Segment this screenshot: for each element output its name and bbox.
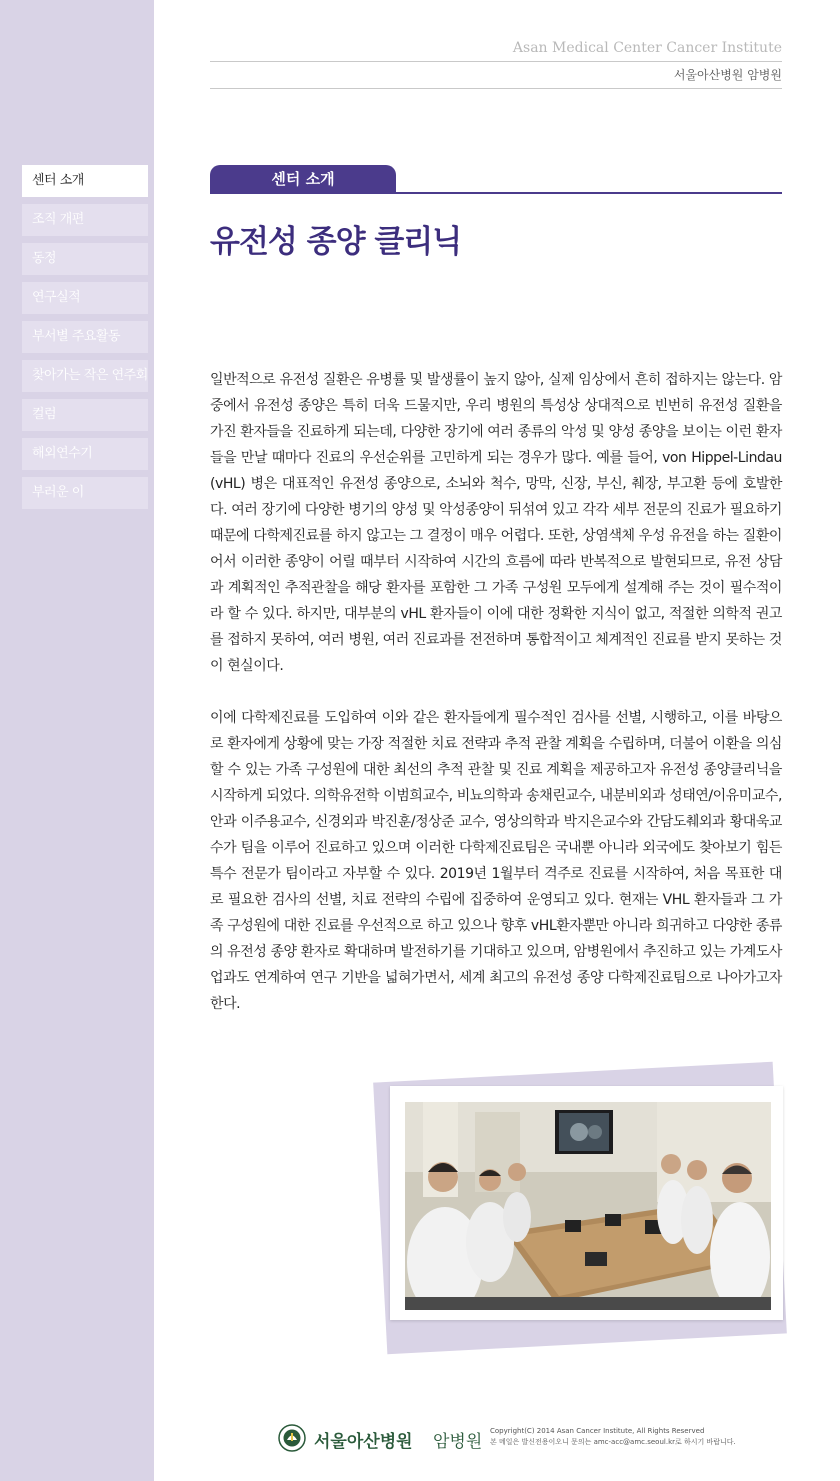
sidebar-item-reorganization[interactable] xyxy=(22,204,148,236)
sidebar-item-label: 컬럼 xyxy=(32,407,57,422)
sidebar-item-small-concert[interactable] xyxy=(22,360,148,392)
sidebar-item-label: 해외연수기 xyxy=(32,446,93,461)
page-title: 유전성 종양 클리닉 xyxy=(210,224,462,260)
sidebar-item-label: 부러운 이 xyxy=(32,485,84,500)
header-divider xyxy=(210,88,782,89)
paragraph: 일반적으로 유전성 질환은 유병률 및 발생률이 높지 않아, 실제 임상에서 흔히 접하지는 않는다. 암 중에서 유전성 종양은 특히 더욱 드물지만, 우리 병원의 특성상 상대적으로 빈번히 유전성 질환을 가진 환자들을 진료하게 되는데, 다양한 장기에 여러 종류의 악성 및 양성 종양을 보이는 이런 환자들을 만날 때마다 진료의 우선순위를 고민하게 되는 경우가 많다. 예를 들어, von Hippel-Lindau (vHL) 병은 대표적인 유전성 종양으로, 소뇌와 척수, 망막, 신장, 부신, 췌장, 부고환 등에 호발한다. 여러 장기에 다양한 병기의 양성 및 악성종양이 뒤섞여 있고 각각 세부 전문의 진료가 필요하기 때문에 다학제진료를 하지 않고는 그 결정이 매우 어렵다. 또한, 상염색체 우성 유전을 하는 질환이어서 이러한 종양이 어릴 때부터 시작하여 시간의 흐름에 따라 반복적으로 발현되므로, 유전 상담과 계획적인 추적관찰을 해당 환자를 포함한 그 가족 구성원 모두에게 설계해 주는 것이 필수적이라 할 수 있다. 하지만, 대부분의 vHL 환자들이 이에 대한 정확한 지식이 없고, 적절한 의학적 권고를 접하지 못하여, 여러 병원, 여러 진료과를 전전하며 통합적이고 체계적인 진료를 받지 못하는 것이 현실이다. xyxy=(210,372,782,674)
footer-copyright xyxy=(490,1426,736,1448)
paragraph: 이에 다학제진료를 도입하여 이와 같은 환자들에게 필수적인 검사를 선별, 시행하고, 이를 바탕으로 환자에게 상황에 맞는 가장 적절한 치료 전략과 추적 관찰 계획을 수립하며, 더불어 이환을 의심할 수 있는 가족 구성원에 대한 최선의 추적 관찰 및 진료 계획을 제공하고자 유전성 종양클리닉을 시작하게 되었다. 의학유전학 이범희교수, 비뇨의학과 송채린교수, 내분비외과 성태연/이유미교수, 안과 이주용교수, 신경외과 박진훈/정상준 교수, 영상의학과 박지은교수와 간담도췌외과 황대욱교수가 팀을 이루어 진료하고 있으며 이러한 다학제진료팀은 국내뿐 아니라 외국에도 찾아보기 힘든 특수 전문가 팀이라고 자부할 수 있다. 2019년 1월부터 격주로 진료를 시작하여, 처음 목표한 대로 필요한 검사의 선별, 치료 전략의 수립에 집중하여 운영되고 있다. 현재는 VHL 환자들과 그 가족 구성원에 대한 진료를 우선적으로 하고 있으나 향후 vHL환자뿐만 아니라 희귀하고 다양한 종류의 유전성 종양 환자로 확대하며 발전하기를 기대하고 있으며, 암병원에서 추진하고 있는 가계도사업과도 연계하여 연구 기반을 넓혀가면서, 세계 최고의 유전성 종양 다학제진료팀으로 나아가고자 한다. xyxy=(210,710,782,1012)
sidebar-item-label: 조직 개편 xyxy=(32,212,84,227)
header-divider xyxy=(210,61,782,62)
sidebar-item-news[interactable] xyxy=(22,243,148,275)
sidebar-item-label: 연구실적 xyxy=(32,290,81,305)
sidebar-item-overseas-training[interactable] xyxy=(22,438,148,470)
sidebar-item-research[interactable] xyxy=(22,282,148,314)
footer-hospital-sub: 암병원 xyxy=(433,1432,483,1452)
copyright-text: Copyright(C) 2014 Asan Cancer Institute, All Rights Reserved xyxy=(490,1427,705,1435)
sidebar-item-label: 찾아가는 작은 연주회 xyxy=(32,368,148,383)
photo-frame xyxy=(390,1086,783,1320)
header-institute-ko: 서울아산병원 암병원 xyxy=(673,68,782,82)
sidebar-item-label: 센터 소개 xyxy=(32,173,84,188)
section-divider xyxy=(210,192,782,194)
sidebar-item-column[interactable] xyxy=(22,399,148,431)
hospital-logo-icon xyxy=(278,1424,306,1452)
sidebar-item-label: 동정 xyxy=(32,251,57,266)
sidebar-item-enviable[interactable] xyxy=(22,477,148,509)
sidebar-nav xyxy=(22,165,148,516)
article-body xyxy=(210,367,782,1043)
clinic-team-photo xyxy=(405,1102,771,1310)
sidebar-item-department-activities[interactable] xyxy=(22,321,148,353)
header-institute-en: Asan Medical Center Cancer Institute xyxy=(512,40,782,56)
section-tab xyxy=(210,165,396,193)
footer-hospital-name: 서울아산병원 xyxy=(314,1432,413,1452)
notice-text: 본 메일은 발신전용이오니 문의는 amc-acc@amc.seoul.kr로 하시기 바랍니다. xyxy=(490,1438,736,1446)
sidebar-item-label: 부서별 주요활동 xyxy=(32,329,121,344)
section-label: 센터 소개 xyxy=(271,170,335,188)
sidebar-item-center-intro[interactable] xyxy=(22,165,148,197)
